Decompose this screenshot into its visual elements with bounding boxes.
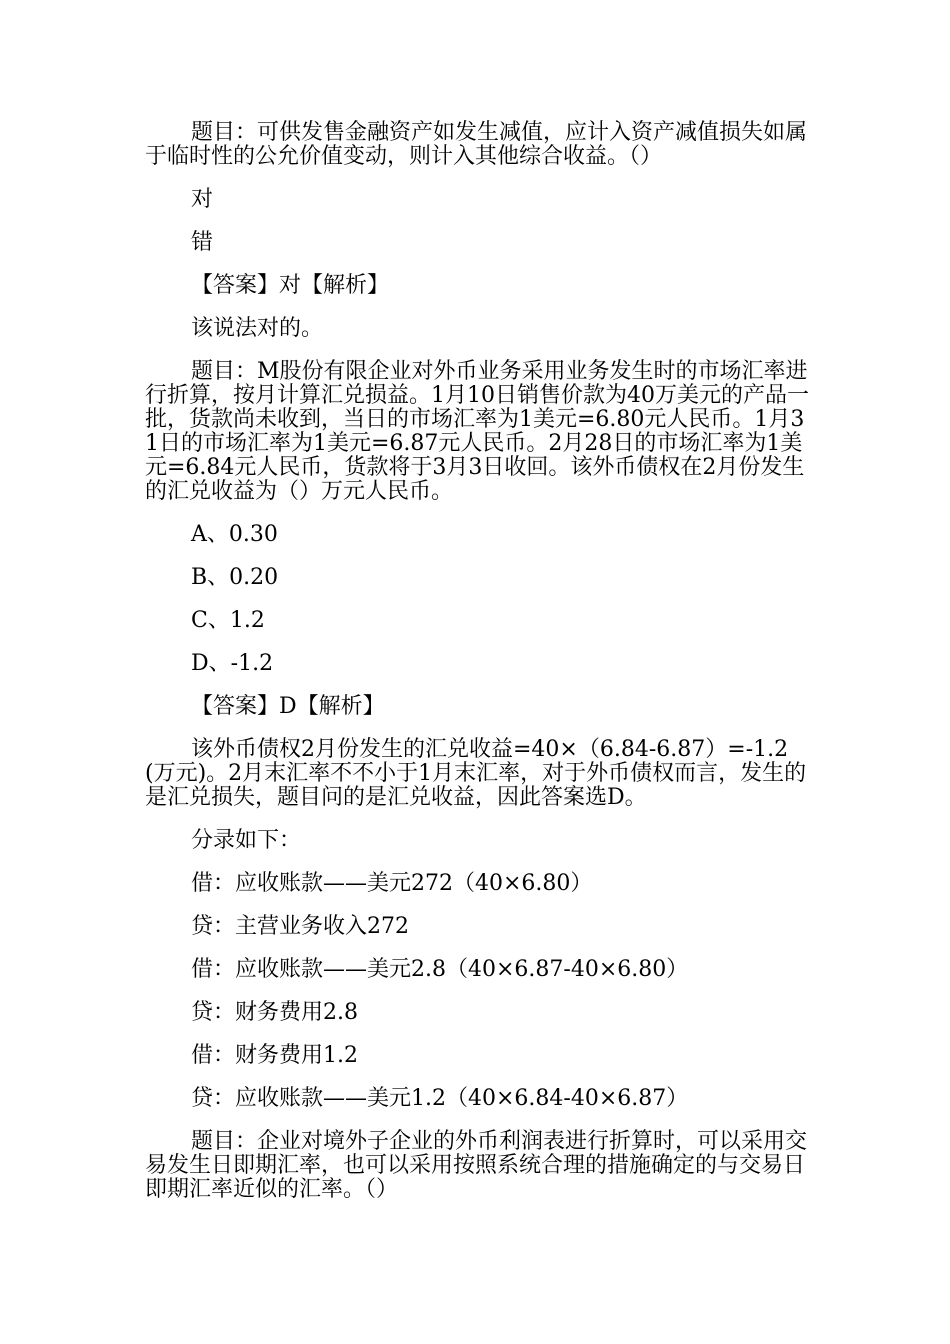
explanation-1: 该说法对的。 xyxy=(191,316,324,341)
answer-heading-2: 【答案】D【解析】 xyxy=(191,694,385,719)
entry-1: 借：应收账款——美元272（40×6.80） xyxy=(191,871,593,896)
explanation-2: 该外币债权2月份发生的汇兑收益=40×（6.84-6.87）=-1.2(万元)。2月末汇率不不小于1月末汇率，对于外币债权而言，发生的是汇兑损失，题目问的是汇兑收益，因此答案选D。 xyxy=(145,737,807,810)
question-1-text: 题目：可供发售金融资产如发生减值，应计入资产减值损失如属于临时性的公允价值变动，则计入其他综合收益。（） xyxy=(145,120,808,169)
entry-3: 借：应收账款——美元2.8（40×6.87-40×6.80） xyxy=(191,957,689,982)
question-3-text: 题目：企业对境外子企业的外币利润表进行折算时，可以采用交易发生日即期汇率，也可以采用按照系统合理的措施确定的与交易日即期汇率近似的汇率。（） xyxy=(145,1129,808,1202)
entry-6: 贷：应收账款——美元1.2（40×6.84-40×6.87） xyxy=(191,1086,689,1111)
entries-heading: 分录如下： xyxy=(191,828,302,853)
document-page xyxy=(145,121,810,1221)
option-false: 错 xyxy=(191,230,214,255)
entry-2: 贷：主营业务收入272 xyxy=(191,914,409,939)
entry-5: 借：财务费用1.2 xyxy=(191,1043,358,1068)
question-2-text: 题目：M股份有限企业对外币业务采用业务发生时的市场汇率进行折算，按月计算汇兑损益。1月10日销售价款为40万美元的产品一批，货款尚未收到，当日的市场汇率为1美元=6.80元人民币。1月31日的市场汇率为1美元=6.87元人民币。2月28日的市场汇率为1美元=6.84元人民币，货款将于3月3日收回。该外币债权在2月份发生的汇兑收益为（）万元人民币。 xyxy=(145,359,809,504)
entry-4: 贷：财务费用2.8 xyxy=(191,1000,358,1025)
option-true: 对 xyxy=(191,187,214,212)
option-c: C、1.2 xyxy=(191,608,265,633)
option-a: A、0.30 xyxy=(191,522,278,547)
answer-heading-1: 【答案】对【解析】 xyxy=(191,273,390,298)
option-d: D、-1.2 xyxy=(191,651,274,676)
option-b: B、0.20 xyxy=(191,565,279,590)
